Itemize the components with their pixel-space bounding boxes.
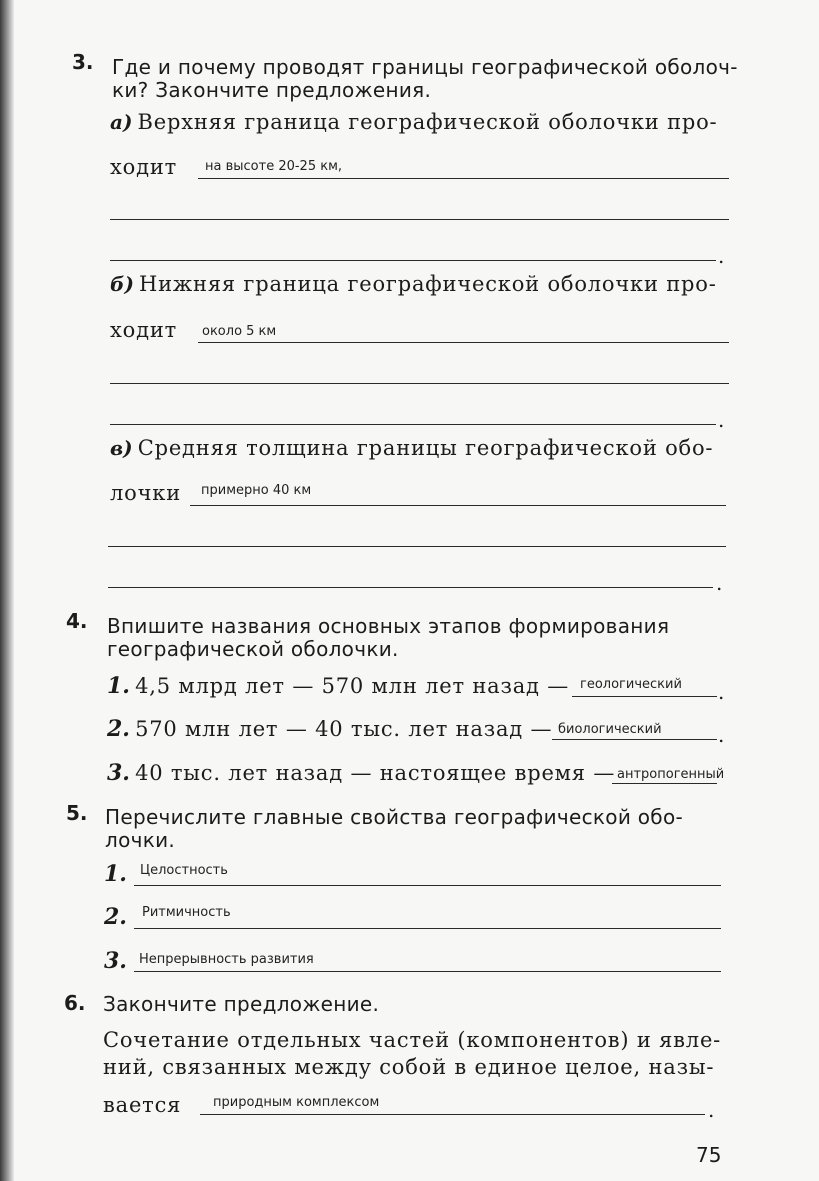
answer-line (134, 928, 721, 929)
question-4-prompt-line1: Впишите названия основных этапов формирования (107, 614, 670, 638)
answer-line (110, 219, 729, 220)
sentence-end-dot: . (718, 723, 725, 747)
item-number: 1. (107, 673, 130, 699)
question-3c-line1 (110, 436, 713, 460)
answer-line (108, 587, 713, 588)
item-text: 40 тыс. лет назад — настоящее время — (135, 761, 616, 785)
question-5-answer-1[interactable]: Целостность (140, 863, 228, 878)
question-6-number: 6. (64, 991, 86, 1015)
answer-line (200, 1114, 705, 1115)
sentence-end-dot: . (718, 408, 725, 432)
answer-line (190, 505, 726, 506)
question-3c-text-line2: лочки (110, 481, 181, 505)
answer-line (134, 971, 721, 972)
answer-line (110, 424, 716, 425)
answer-line (198, 178, 729, 179)
question-4-item-1 (107, 673, 569, 699)
question-3a-label: а) (110, 110, 133, 134)
question-4-answer-2[interactable]: биологический (558, 722, 662, 737)
question-6-text-line3: вается (103, 1093, 182, 1117)
item-number: 3. (107, 760, 130, 786)
question-5-prompt-line1: Перечислите главные свойства географической обо- (105, 805, 683, 829)
sentence-end-dot: . (708, 1098, 715, 1122)
question-6-text-line2: ний, связанных между собой в единое целое, назы- (103, 1055, 715, 1079)
answer-line (198, 342, 729, 343)
question-4-prompt-line2: географической оболочки. (107, 637, 399, 661)
question-5-num-2: 2. (104, 904, 127, 930)
sentence-end-dot: . (716, 571, 723, 595)
question-3b-line1 (110, 272, 717, 296)
question-3b-answer[interactable]: около 5 км (202, 324, 277, 339)
question-5-prompt-line2: лочки. (105, 828, 176, 852)
question-4-answer-1[interactable]: геологический (580, 677, 682, 692)
question-6-text-line1: Сочетание отдельных частей (компонентов) и явле- (103, 1028, 722, 1052)
question-4-item-2 (107, 716, 552, 742)
question-3a-answer[interactable]: на высоте 20-25 км, (205, 159, 343, 174)
answer-line (552, 739, 717, 740)
question-4-item-3 (107, 760, 615, 786)
item-text: 4,5 млрд лет — 570 млн лет назад — (135, 674, 570, 698)
question-5-num-3: 3. (104, 948, 127, 974)
answer-line (108, 546, 726, 547)
question-3a-line1 (110, 110, 717, 134)
question-3b-text-line2: ходит (110, 318, 178, 342)
question-3-prompt-line2: ки? Закончите предложения. (112, 78, 432, 102)
answer-line (110, 260, 716, 261)
question-4-answer-3[interactable]: антропогенный (617, 767, 725, 782)
book-binding-shadow (0, 0, 14, 1181)
question-3b-label: б) (110, 272, 134, 296)
question-3a-text-line2: ходит (110, 155, 178, 179)
answer-line (612, 783, 717, 784)
item-text: 570 млн лет — 40 тыс. лет назад — (135, 717, 553, 741)
question-5-number: 5. (66, 801, 88, 825)
question-6-prompt: Закончите предложение. (103, 992, 380, 1016)
question-3c-answer[interactable]: примерно 40 км (201, 483, 312, 498)
question-3-prompt-line1: Где и почему проводят границы географической оболоч- (112, 55, 738, 79)
question-3-number: 3. (72, 50, 94, 74)
answer-line (572, 696, 717, 697)
item-number: 2. (107, 716, 130, 742)
question-3b-text: Нижняя граница географической оболочки про- (139, 272, 717, 296)
question-5-answer-3[interactable]: Непрерывность развития (139, 952, 314, 967)
question-5-num-1: 1. (104, 861, 127, 887)
question-3a-text: Верхняя граница географической оболочки про- (137, 110, 718, 134)
question-3c-label: в) (110, 436, 133, 460)
question-3c-text: Средняя толщина границы географической обо- (137, 436, 714, 460)
answer-line (134, 885, 721, 886)
answer-line (110, 383, 729, 384)
sentence-end-dot: . (718, 680, 725, 704)
question-6-answer[interactable]: природным комплексом (213, 1095, 380, 1110)
sentence-end-dot: . (718, 244, 725, 268)
question-4-number: 4. (66, 609, 88, 633)
question-5-answer-2[interactable]: Ритмичность (142, 905, 231, 920)
page-number: 75 (696, 1143, 722, 1167)
